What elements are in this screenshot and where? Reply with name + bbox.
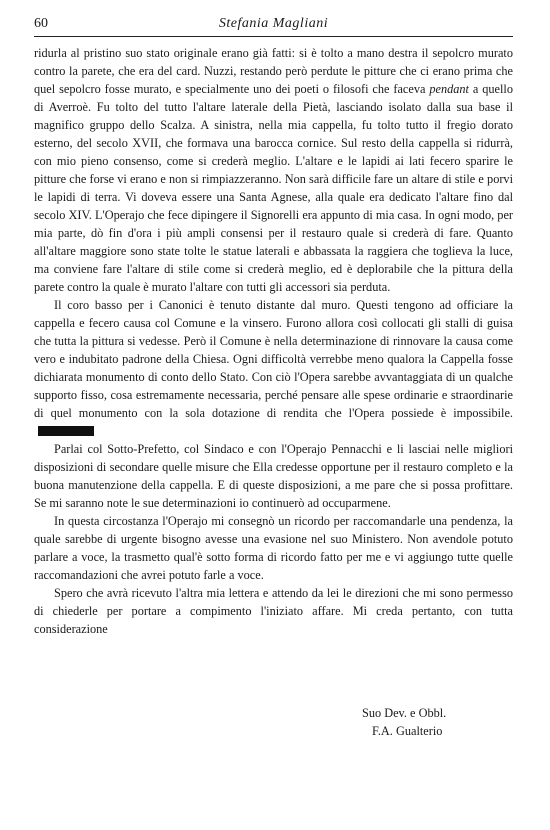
running-head: Stefania Magliani bbox=[218, 16, 329, 31]
redaction-mark bbox=[38, 426, 94, 436]
emphasis-pendant: pendant bbox=[429, 82, 469, 96]
signature-closing: Suo Dev. e Obbl. bbox=[362, 706, 447, 720]
signature-block bbox=[362, 704, 446, 740]
signature-name: F.A. Gualterio bbox=[372, 724, 443, 738]
paragraph-2-text: Il coro basso per i Canonici è tenuto distante dal muro. Questi tengono ad officiare la cappella e fecero causa col Comune e la vinsero. Furono allora così collocati gli stalli di guisa che tutta la pittura si vedesse. Però il Comune è nella determinazione di rinnovare la causa come vero e indubitato padrone della Chiesa. Ogni difficoltà verrebbe meno qualora la Cappella fosse dichiarata monumento di conto dello Stato. Con ciò l'Opera sarebbe avvantaggiata di un qualche supporto fisso, cosa estremamente necessaria, perché pensare alle spese ordinarie e straordinarie di quel monumento con la sola dotazione di rendita che l'Opera possiede è impossibile. bbox=[34, 298, 513, 420]
paragraph-3: Parlai col Sotto-Prefetto, col Sindaco e con l'Operajo Pennacchi e li lasciai nelle migliori disposizioni di secondare quelle misure che Ella credesse opportune per il restauro completo e la buona manutenzione della cappella. E di queste disposizioni, a me pare che si possa profittare. Se mi saranno note le sue determinazioni io continuerò ad occuparmene. bbox=[34, 442, 513, 510]
paragraph-5: Spero che avrà ricevuto l'altra mia lettera e attendo da lei le direzioni che mi sono permesso di chiederle per portare a compimento l'iniziato affare. Mi creda pertanto, con tutta considerazione bbox=[34, 586, 513, 636]
paragraph-4: In questa circostanza l'Operajo mi consegnò un ricordo per raccomandarle una pendenza, la quale sarebbe di urgente bisogno avesse una evasione nel suo Ministero. Non avendole potuto parlare a voce, la trasmetto qual'è sotto forma di ricordo fatto per me e vi aggiungo tutte quelle raccomandazioni che avrei potuto farle a voce. bbox=[34, 514, 513, 582]
paragraph-1-end: a quello di Averroè. Fu tolto del tutto l'altare laterale della Pietà, lasciando isolato dalla sua base il magnifico gruppo dello Scalza. A sinistra, nella mia cappella, fu tolto tutto il fregio dorato esterno, del secolo XVII, che formava una barocca cornice. Sul resto della cappella si ridurrà, con mio pieno consenso, come si crederà meglio. L'altare e le lapidi ai lati fecero sparire le pitture che forse vi erano e non si rimpiazzeranno. Non sarà difficile fare un altare di stile e porvi le lapidi di terra. Vi doveva essere una Santa Agnese, alla quale era dedicato l'altare fino dal secolo XIV. L'Operajo che fece dipingere il Signorelli era appunto di mia casa. In ogni modo, per mia parte, dò fin d'ora i più ampli consensi per il restauro quale si crederà di fare. Quanto all'altare maggiore sono state tolte le statue laterali e abbassata la raggiera che toglieva la luce, ma conviene fare l'altare di stile come si crederà meglio, ed è deplorabile che la pittura della parete contro la quale è murato l'altare con tutti gli accessori sia perduta. bbox=[34, 82, 513, 294]
paragraph-2 bbox=[34, 296, 513, 440]
page-header bbox=[34, 14, 513, 37]
paragraph-1 bbox=[34, 44, 513, 296]
letter-body bbox=[34, 44, 513, 638]
page-number: 60 bbox=[34, 16, 48, 31]
paragraph-1-start: ridurla al pristino suo stato originale erano già fatti: si è tolto a mano destra il sepolcro murato contro la parete, che era del card. Nuzzi, restando però perdute le pitture che ci erano prima che quel sepolcro fosse murato, e specialmente uno dei poeti o filosofi che faceva bbox=[34, 46, 513, 96]
